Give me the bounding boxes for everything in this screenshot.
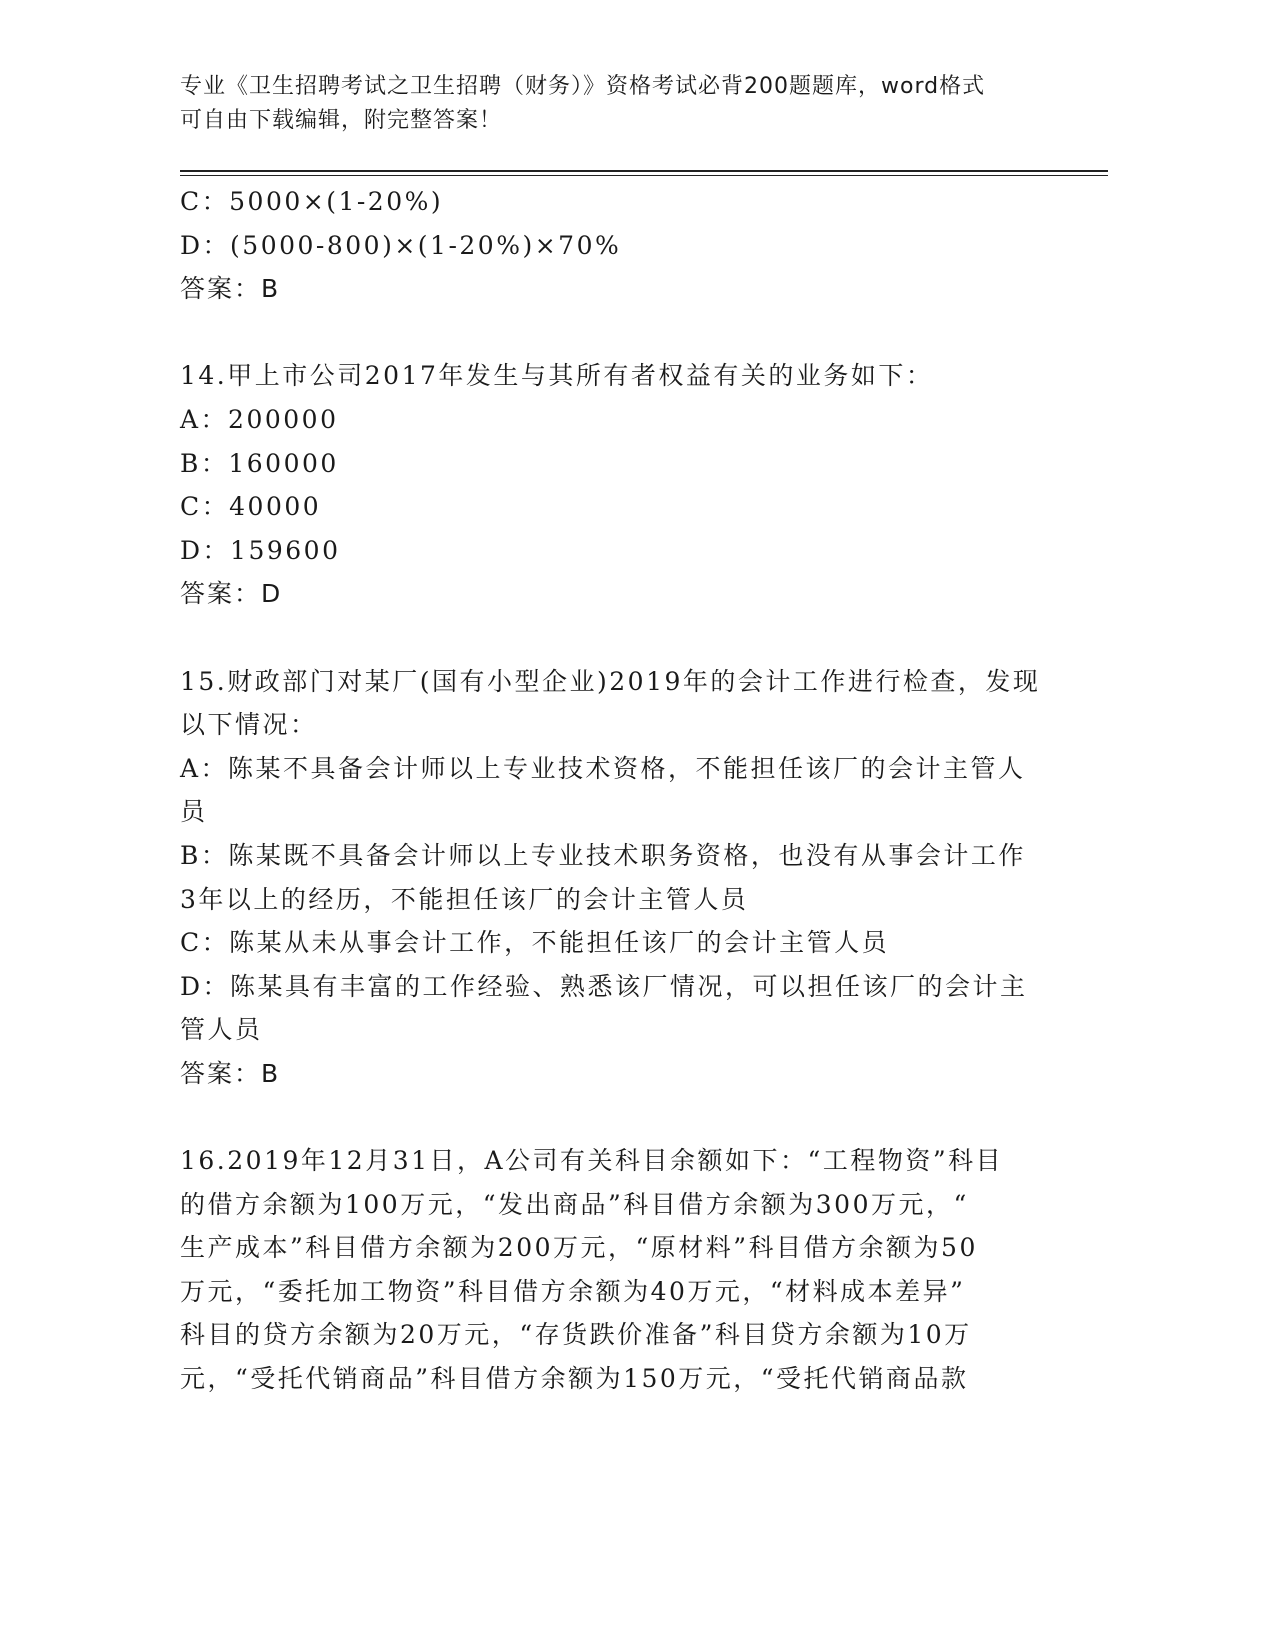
option-b: B：160000: [180, 448, 339, 478]
option-b-line-2: 3年以上的经历，不能担任该厂的会计主管人员: [180, 884, 749, 914]
option-c: C：5000×(1-20%): [180, 187, 444, 216]
question-16: [180, 1139, 1040, 1401]
answer: 答案：B: [180, 274, 281, 304]
question-stem-line-4: 万元，“委托加工物资”科目借方余额为40万元，“材料成本差异”: [180, 1276, 966, 1306]
question-15: [180, 660, 1040, 1096]
question-stem: 14.甲上市公司2017年发生与其所有者权益有关的业务如下：: [180, 361, 934, 391]
answer: 答案：B: [180, 1058, 281, 1088]
option-d: D：159600: [180, 535, 341, 565]
header-divider: [180, 170, 1108, 176]
option-d-line-1: D：陈某具有丰富的工作经验、熟悉该厂情况，可以担任该厂的会计主: [180, 971, 1028, 1001]
option-d: D：(5000-800)×(1-20%)×70%: [180, 230, 622, 260]
question-stem-line-1: 15.财政部门对某厂(国有小型企业)2019年的会计工作进行检查，发现: [180, 666, 1041, 696]
header-line-1: 专业《卫生招聘考试之卫生招聘（财务）》资格考试必背200题题库，word格式: [180, 74, 986, 99]
question-13-continued: [180, 180, 1040, 311]
option-d-line-2: 管人员: [180, 1015, 263, 1045]
question-stem-line-2: 以下情况：: [180, 710, 318, 740]
option-c: C：40000: [180, 492, 322, 522]
document-header: [180, 70, 1060, 138]
spacer: [180, 311, 1040, 355]
question-stem-line-3: 生产成本”科目借方余额为200万元，“原材料”科目借方余额为50: [180, 1233, 978, 1263]
option-a-line-1: A：陈某不具备会计师以上专业技术资格，不能担任该厂的会计主管人: [180, 753, 1026, 783]
option-a-line-2: 员: [180, 797, 208, 827]
spacer: [180, 616, 1040, 660]
question-stem-line-1: 16.2019年12月31日，A公司有关科目余额如下：“工程物资”科目: [180, 1146, 1004, 1176]
question-stem-line-5: 科目的贷方余额为20万元，“存货跌价准备”科目贷方余额为10万: [180, 1320, 972, 1350]
option-b-line-1: B：陈某既不具备会计师以上专业技术职务资格，也没有从事会计工作: [180, 840, 1026, 870]
header-line-2: 可自由下载编辑，附完整答案！: [180, 108, 503, 133]
answer: 答案：D: [180, 579, 283, 609]
question-14: [180, 354, 1040, 616]
question-stem-line-2: 的借方余额为100万元，“发出商品”科目借方余额为300万元，“: [180, 1189, 969, 1219]
option-c: C：陈某从未从事会计工作，不能担任该厂的会计主管人员: [180, 928, 890, 958]
question-list: [180, 180, 1040, 1401]
question-stem-line-6: 元，“受托代销商品”科目借方余额为150万元，“受托代销商品款: [180, 1364, 969, 1394]
option-a: A：200000: [180, 404, 339, 434]
spacer: [180, 1095, 1040, 1139]
